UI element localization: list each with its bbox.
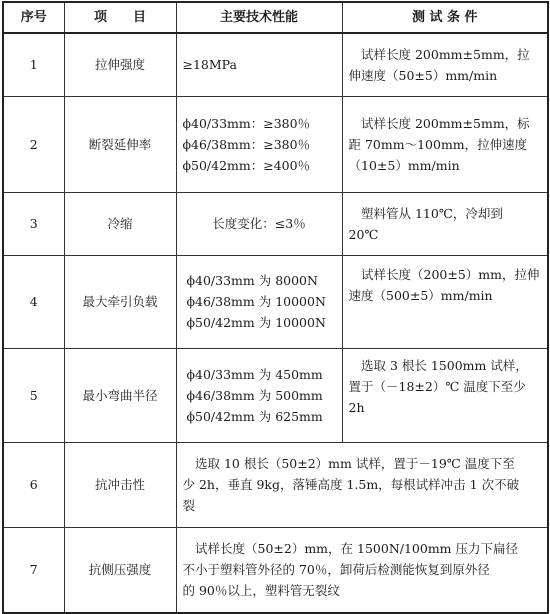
spec-line: ϕ46/38mm 为 10000N [186,294,326,309]
spec-line: ϕ40/33mm 为 8000N [186,273,318,288]
condition-line: 少 2h，垂直 9kg，落锤高度 1.5m，每根试样冲击 1 次不破 [182,477,520,492]
spec-line: ≥18MPa [182,57,237,73]
condition-line: 塑料管从 110℃，冷却到 [348,205,503,221]
spec-line: ϕ50/42mm 为 625mm [186,408,323,424]
condition-line: 伸速度（50±5）mm/min [348,67,498,83]
table-row [3,527,548,613]
row-item: 冷缩 [64,192,176,255]
row-item: 最大牵引负载 [64,255,176,348]
spec-line: ϕ50/42mm 为 10000N [186,315,326,330]
spec-line: ϕ40/33mm：≥380％ [182,115,311,131]
row-number: 4 [3,255,64,348]
condition-line: 距 70mm～100mm，拉伸速度 [348,136,528,152]
row-item: 抗侧压强度 [64,527,176,613]
spec-line: ϕ40/33mm 为 450mm [186,366,323,382]
table-row [3,192,548,255]
row-spec [176,96,342,192]
row-merged-condition [176,527,548,613]
condition-line: 试样长度 200mm±5mm，标 [348,115,530,131]
condition-line: 置于（－18±2）℃ 温度下至少 [348,378,526,394]
row-spec [176,348,342,442]
spec-line: ϕ46/38mm 为 500mm [186,387,323,403]
row-condition [342,348,548,442]
table-row [3,255,548,348]
condition-line: （10±5）mm/min [348,157,460,173]
row-condition [342,33,548,96]
row-number: 2 [3,96,64,192]
row-item: 抗冲击性 [64,442,176,527]
row-number: 3 [3,192,64,255]
spec-line: ϕ50/42mm：≥400％ [182,157,311,173]
row-number: 1 [3,33,64,96]
table-row [3,33,548,96]
header-spec: 主要技术性能 [176,2,342,33]
row-condition [342,255,548,348]
row-item: 断裂延伸率 [64,96,176,192]
condition-line: 不小于塑料管外径的 70％，卸荷后检测能恢复到原外径 [182,562,490,578]
row-spec [176,192,342,255]
condition-line: 20℃ [348,226,379,242]
row-condition [342,96,548,192]
header-row [3,2,548,33]
condition-line: 的 90％以上，塑料管无裂纹 [182,583,340,599]
row-item: 最小弯曲半径 [64,348,176,442]
spec-line: ϕ46/38mm：≥380％ [182,136,311,152]
row-number: 7 [3,527,64,613]
spec-line: 长度变化：≤3％ [212,216,306,231]
condition-line: 速度（500±5）mm/min [348,287,493,303]
row-spec [176,255,342,348]
condition-line: 裂 [182,498,196,513]
row-condition [342,192,548,255]
spec-table [2,1,549,614]
row-item: 拉伸强度 [64,33,176,96]
row-spec [176,33,342,96]
row-merged-condition [176,442,548,527]
condition-line: 试样长度（200±5）mm，拉伸 [348,266,540,282]
table-row [3,348,548,442]
row-number: 5 [3,348,64,442]
condition-line: 选取 3 根长 1500mm 试样， [348,357,528,373]
table-row [3,96,548,192]
condition-line: 试样长度（50±2）mm，在 1500N/100mm 压力下扁径 [182,541,519,557]
header-cond: 测 试 条 件 [342,2,548,33]
condition-line: 试样长度 200mm±5mm，拉 [348,46,530,62]
header-no: 序号 [3,2,64,33]
table-row [3,442,548,527]
header-item: 项 目 [64,2,176,33]
condition-line: 2h [348,399,365,415]
row-number: 6 [3,442,64,527]
condition-line: 选取 10 根长（50±2）mm 试样，置于－19℃ 温度下至 [182,456,515,471]
